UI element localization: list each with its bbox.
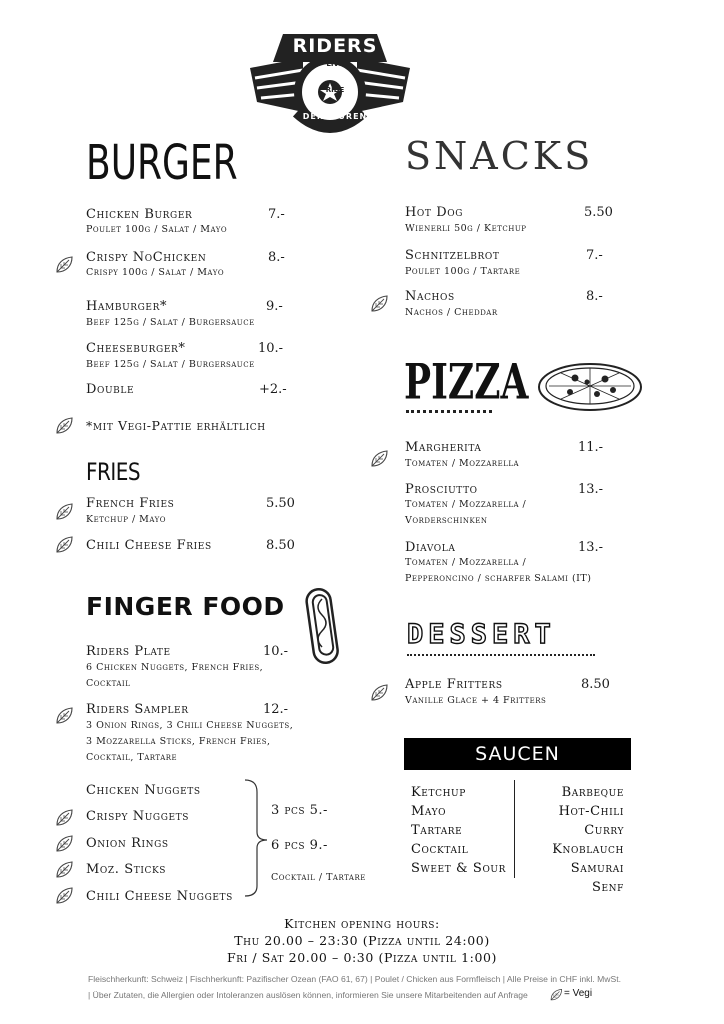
burger-item-name: Hamburger* bbox=[86, 299, 168, 314]
burger-heading: BURGER bbox=[86, 136, 238, 192]
hours-line-1: Thu 20.00 – 23:30 (Pizza until 24:00) bbox=[234, 933, 490, 948]
logo-title: RIDERS bbox=[292, 35, 378, 57]
logo-town: DENSBÜREN bbox=[302, 112, 368, 121]
burger-item-price: +2.- bbox=[259, 382, 287, 397]
burger-item-price: 7.- bbox=[268, 207, 285, 222]
vegi-leaf-icon bbox=[54, 535, 74, 555]
footer-vegi-legend: = Vegi bbox=[564, 988, 593, 999]
sauce-left: Mayo bbox=[411, 804, 447, 819]
snacks-item-desc: Wienerli 50g / Ketchup bbox=[405, 223, 527, 234]
burger-item-price: 10.- bbox=[258, 341, 284, 356]
pizza-item-name: Diavola bbox=[405, 540, 456, 555]
vegi-leaf-icon bbox=[54, 416, 74, 436]
vegi-leaf-icon bbox=[369, 294, 389, 314]
nugget-item: Chili Cheese Nuggets bbox=[86, 889, 233, 904]
burger-item-price: 9.- bbox=[266, 299, 283, 314]
saucen-header bbox=[404, 738, 631, 770]
vegi-leaf-icon bbox=[549, 988, 563, 1002]
burger-item-name: Cheeseburger* bbox=[86, 341, 186, 356]
burger-item-desc: Crispy 100g / Salat / Mayo bbox=[86, 267, 225, 278]
finger-item-desc: Cocktail bbox=[86, 678, 131, 689]
vegi-leaf-icon bbox=[369, 683, 389, 703]
snacks-item-price: 8.- bbox=[586, 289, 603, 304]
vegi-leaf-icon bbox=[54, 860, 74, 880]
pizza-item-price: 13.- bbox=[578, 482, 604, 497]
dessert-item-name: Apple Fritters bbox=[405, 677, 503, 692]
fries-item-price: 8.50 bbox=[266, 538, 295, 553]
finger-item-price: 12.- bbox=[263, 702, 289, 717]
nugget-item: Moz. Sticks bbox=[86, 862, 167, 877]
sauce-right: Samurai bbox=[570, 861, 624, 876]
burger-item-name: Crispy NoChicken bbox=[86, 250, 207, 265]
finger-item-desc: 3 Mozzarella Sticks, French Fries, bbox=[86, 736, 271, 747]
pizza-item-desc: Tomaten / Mozzarella bbox=[405, 458, 520, 469]
sauce-left: Sweet & Sour bbox=[411, 861, 506, 876]
pcs-3-price: 3 pcs 5.- bbox=[271, 803, 328, 818]
dessert-item-price: 8.50 bbox=[581, 677, 610, 692]
dessert-heading: DESSERT bbox=[407, 619, 556, 650]
snacks-heading: SNACKS bbox=[405, 134, 594, 178]
hours-line-2: Fri / Sat 20.00 – 0:30 (Pizza until 1:00) bbox=[226, 950, 498, 965]
vegi-leaf-icon bbox=[54, 834, 74, 854]
pizza-item-name: Margherita bbox=[405, 440, 482, 455]
hours-title: Kitchen opening hours: bbox=[284, 916, 440, 931]
logo-live: LIVE bbox=[326, 60, 344, 68]
pizza-item-desc: Tomaten / Mozzarella / bbox=[405, 557, 527, 568]
vegi-leaf-icon bbox=[54, 502, 74, 522]
pizza-illustration bbox=[535, 360, 645, 415]
sauce-left: Cocktail bbox=[411, 842, 469, 857]
nugget-item: Onion Rings bbox=[86, 836, 169, 851]
fries-item-price: 5.50 bbox=[266, 496, 295, 511]
pizza-heading: PIZZA bbox=[404, 354, 529, 411]
pizza-item-name: Prosciutto bbox=[405, 482, 478, 497]
snacks-item-name: Nachos bbox=[405, 289, 455, 304]
pcs-6-price: 6 pcs 9.- bbox=[271, 838, 328, 853]
vegi-leaf-icon bbox=[54, 255, 74, 275]
vegi-leaf-icon bbox=[54, 886, 74, 906]
finger-item-desc: Cocktail, Tartare bbox=[86, 752, 178, 763]
fries-item-desc: Ketchup / Mayo bbox=[86, 514, 167, 525]
dessert-item-desc: Vanille Glace + 4 Fritters bbox=[405, 695, 547, 706]
nuggets-sauce-note: Cocktail / Tartare bbox=[271, 872, 366, 883]
snacks-item-name: Schnitzelbrot bbox=[405, 248, 500, 263]
sauce-left: Tartare bbox=[411, 823, 463, 838]
burger-item-desc: Beef 125g / Salat / Burgersauce bbox=[86, 359, 255, 370]
snacks-item-desc: Poulet 100g / Tartare bbox=[405, 266, 521, 277]
burger-item-name: Chicken Burger bbox=[86, 207, 193, 222]
nugget-item: Crispy Nuggets bbox=[86, 809, 190, 824]
pizza-item-desc: Pepperoncino / scharfer Salami (IT) bbox=[405, 573, 592, 584]
burger-item-desc: Poulet 100g / Salat / Mayo bbox=[86, 224, 228, 235]
snacks-item-price: 5.50 bbox=[584, 205, 613, 220]
vegi-leaf-icon bbox=[54, 808, 74, 828]
finger-item-desc: 6 Chicken Nuggets, French Fries, bbox=[86, 662, 264, 673]
saucen-title: SAUCEN bbox=[475, 743, 560, 765]
finger-item-name: Riders Plate bbox=[86, 644, 171, 659]
fries-item-name: Chili Cheese Fries bbox=[86, 538, 212, 553]
pizza-heading-underline bbox=[406, 410, 492, 413]
finger-item-price: 10.- bbox=[263, 644, 289, 659]
snacks-item-desc: Nachos / Cheddar bbox=[405, 307, 498, 318]
pizza-item-desc: Tomaten / Mozzarella / bbox=[405, 499, 527, 510]
burger-item-price: 8.- bbox=[268, 250, 285, 265]
finger-item-name: Riders Sampler bbox=[86, 702, 189, 717]
finger-food-heading: FINGER FOOD bbox=[86, 592, 285, 621]
fries-heading: FRIES bbox=[86, 457, 141, 486]
snacks-item-name: Hot Dog bbox=[405, 205, 464, 220]
nugget-item: Chicken Nuggets bbox=[86, 783, 201, 798]
vegi-pattie-note: *mit Vegi-Pattie erhältlich bbox=[86, 418, 266, 433]
dessert-heading-underline bbox=[407, 654, 595, 656]
sauce-right: Curry bbox=[584, 823, 624, 838]
sauce-right: Knoblauch bbox=[552, 842, 624, 857]
sauce-right: Hot-Chili bbox=[558, 804, 624, 819]
sauce-right: Senf bbox=[592, 880, 624, 895]
pizza-item-desc: Vorderschinken bbox=[405, 515, 488, 526]
fries-item-name: French Fries bbox=[86, 496, 175, 511]
burger-item-name: Double bbox=[86, 382, 135, 397]
snacks-item-price: 7.- bbox=[586, 248, 603, 263]
logo-ride: RIDE bbox=[325, 86, 345, 94]
hotdog-illustration bbox=[300, 585, 350, 665]
sauce-right: Barbeque bbox=[561, 785, 624, 800]
footer-line-2: | Über Zutaten, die Allergien oder Intoleranzen auslösen können, informieren Sie unsere Mitarbeitenden auf Anfrage bbox=[88, 990, 528, 1000]
saucen-divider bbox=[514, 780, 515, 878]
pizza-item-price: 11.- bbox=[578, 440, 604, 455]
vegi-leaf-icon bbox=[369, 449, 389, 469]
vegi-leaf-icon bbox=[54, 706, 74, 726]
footer-line-1: Fleischherkunft: Schweiz | Fischherkunft: Pazifischer Ozean (FAO 61, 67) | Poulet / Chicken aus Formfleisch | Alle Preise in CHF inkl. MwSt. bbox=[88, 974, 622, 984]
nuggets-bracket bbox=[243, 778, 273, 898]
sauce-left: Ketchup bbox=[411, 785, 466, 800]
burger-item-desc: Beef 125g / Salat / Burgersauce bbox=[86, 317, 255, 328]
pizza-item-price: 13.- bbox=[578, 540, 604, 555]
finger-item-desc: 3 Onion Rings, 3 Chili Cheese Nuggets, bbox=[86, 720, 294, 731]
